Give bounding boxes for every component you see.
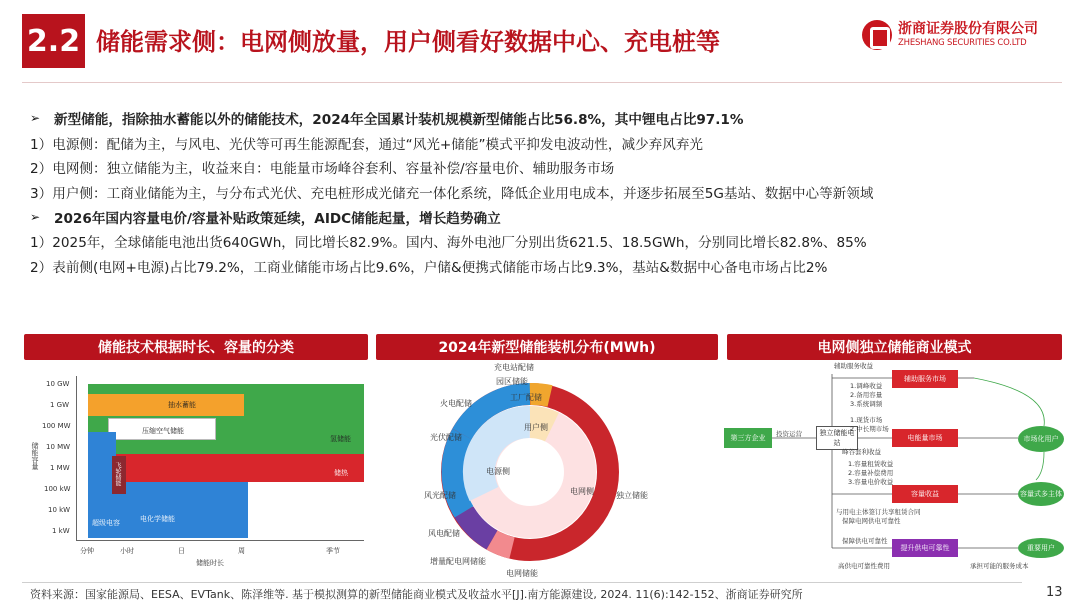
region-label: 氢储能: [330, 435, 351, 443]
y-tick: 10 GW: [46, 380, 70, 388]
x-tick: 分钟: [80, 547, 94, 555]
y-tick: 1 MW: [50, 464, 70, 472]
flow-label: 3.系统调频: [850, 400, 883, 408]
page-title: 储能需求侧：电网侧放量，用户侧看好数据中心、充电桩等: [96, 28, 720, 56]
flow-label: 2.中长期市场: [850, 425, 889, 433]
donut-inner-label: 电网侧: [570, 487, 594, 496]
donut-inner-label: 用户侧: [524, 423, 548, 432]
flow-label: 1.现货市场: [850, 416, 883, 424]
flow-label: 投资运营: [776, 430, 802, 438]
logo-mark-icon: [862, 20, 892, 50]
y-tick: 1 kW: [52, 527, 70, 535]
donut-outer-label: 工厂配储: [510, 393, 542, 402]
source-note: 资料来源：国家能源局、EESA、EVTank、陈泽维等. 基于模拟测算的新型储能商业模式及收益水平[J].南方能源建设, 2024. 11(6):142-152、浙商证券研究所: [30, 588, 803, 601]
bullet-arrow-icon: ➢: [30, 111, 41, 126]
business-model-diagram: [724, 362, 1074, 582]
flow-label: 保障电网供电可靠性: [842, 517, 901, 525]
x-tick: 季节: [326, 547, 340, 555]
x-axis-line: [76, 540, 364, 541]
region-label: 抽水蓄能: [168, 401, 196, 409]
box-capacity-revenue: 容量收益: [892, 485, 958, 503]
region-label: 飞轮储能: [114, 462, 121, 486]
installed-storage-donut: [420, 362, 690, 582]
region-electrochemical: [108, 482, 248, 538]
sub-line: 2）表前侧(电网+电源)占比79.2%，工商业储能市场占比9.6%，户储&便携式储能市场占比9.3%，基站&数据中心备电市场占比2%: [30, 259, 828, 276]
flow-label: 1.调峰收益: [850, 382, 883, 390]
box-independent-station: 独立储能电站: [816, 426, 858, 450]
outer-segment-incremental: [492, 540, 512, 548]
donut-inner-label: 电源侧: [486, 467, 510, 476]
donut-outer-label: 光伏配储: [430, 433, 462, 442]
flow-label: 3.容量电价收益: [848, 478, 894, 486]
donut-outer-label: 园区储能: [496, 377, 528, 386]
region-pumped-hydro: [88, 394, 244, 416]
y-tick: 10 kW: [48, 506, 71, 514]
flow-label: 1.容量租赁收益: [848, 460, 894, 468]
box-third-party: 第三方企业: [724, 428, 772, 448]
panel-header-middle: 2024年新型储能装机分布(MWh): [376, 334, 718, 360]
region-label: 超级电容: [92, 519, 120, 527]
sub-line: 1）电源侧：配储为主，与风电、光伏等可再生能源配套，通过“风光+储能”模式平抑发电波动性，减少弃风弃光: [30, 136, 704, 153]
y-tick: 10 MW: [46, 443, 71, 451]
bullet-line: ➢ 2026年国内容量电价/容量补贴政策延续，AIDC储能起量，增长趋势确立: [30, 209, 501, 227]
donut-outer-label: 风光配储: [424, 491, 456, 500]
flow-label: 高供电可靠性费用: [838, 562, 890, 570]
flow-label: 2.容量补偿费用: [848, 469, 894, 477]
company-logo: [862, 18, 1062, 54]
region-label: 电化学储能: [140, 515, 175, 523]
panel-header-left: 储能技术根据时长、容量的分类: [24, 334, 368, 360]
donut-outer-label: 火电配储: [440, 399, 472, 408]
logo-chinese-name: 浙商证券股份有限公司: [898, 21, 1038, 37]
body-text: [30, 106, 1060, 278]
flow-label: 峰谷套利收益: [842, 448, 881, 456]
flow-label: 承担可能的服务成本: [970, 562, 1029, 570]
footer-divider: [22, 582, 1022, 583]
x-tick: 日: [178, 547, 185, 555]
box-energy-market: 电能量市场: [892, 429, 958, 447]
donut-outer-label: 风电配储: [428, 529, 460, 538]
x-axis-title: 储能时长: [196, 559, 224, 567]
x-tick: 小时: [120, 547, 134, 555]
region-label: 压缩空气储能: [142, 427, 184, 435]
box-market-users: 市场化用户: [1018, 426, 1064, 452]
y-tick: 100 MW: [42, 422, 71, 430]
logo-english-name: ZHESHANG SECURITIES CO.LTD: [898, 38, 1027, 48]
y-axis-line: [76, 376, 77, 540]
flow-label: 2.备用容量: [850, 391, 883, 399]
donut-outer-label: 独立储能: [616, 491, 648, 500]
region-label: 储热: [334, 469, 348, 477]
box-reliability: 提升供电可靠性: [892, 539, 958, 557]
box-important-users: 重要用户: [1018, 538, 1064, 558]
y-axis-title: 储能容量: [31, 442, 39, 470]
storage-classification-chart: [28, 372, 368, 572]
donut-outer-label: 充电站配储: [494, 363, 534, 372]
page-number: 13: [1046, 585, 1063, 600]
flow-label: 与用电主体签订共享租赁合同: [836, 508, 921, 516]
box-ancillary-market: 辅助服务市场: [892, 370, 958, 388]
y-tick: 100 kW: [44, 485, 71, 493]
donut-outer-label: 增量配电网储能: [430, 557, 486, 566]
region-thermal: [106, 454, 364, 482]
donut-outer-label: 电网储能: [506, 569, 538, 578]
box-capacity-multi: 容量式多主体: [1018, 482, 1064, 506]
bullet-arrow-icon: ➢: [30, 209, 41, 224]
bullet-line: ➢ 新型储能，指除抽水蓄能以外的储能技术，2024年全国累计装机规模新型储能占比56.8%，其中锂电占比97.1%: [30, 111, 744, 129]
y-tick: 1 GW: [50, 401, 70, 409]
donut-svg: [420, 362, 690, 582]
sub-line: 3）用户侧：工商业储能为主，与分布式光伏、充电桩形成光储充一体化系统，降低企业用电成本，并逐步拓展至5G基站、数据中心等新领域: [30, 186, 874, 203]
x-tick: 周: [238, 547, 245, 555]
sub-line: 1）2025年，全球储能电池出货640GWh，同比增长82.9%。国内、海外电池厂分别出货621.5、18.5GWh，分别同比增长82.8%、85%: [30, 235, 867, 252]
panel-header-right: 电网侧独立储能商业模式: [727, 334, 1062, 360]
flow-label: 保障供电可靠性: [842, 537, 888, 545]
sub-line: 2）电网侧：独立储能为主，收益来自：电能量市场峰谷套利、容量补偿/容量电价、辅助服务市场: [30, 161, 615, 178]
section-number: 2.2: [22, 14, 85, 68]
flow-label: 辅助服务收益: [834, 362, 873, 370]
header-divider: [22, 82, 1062, 83]
